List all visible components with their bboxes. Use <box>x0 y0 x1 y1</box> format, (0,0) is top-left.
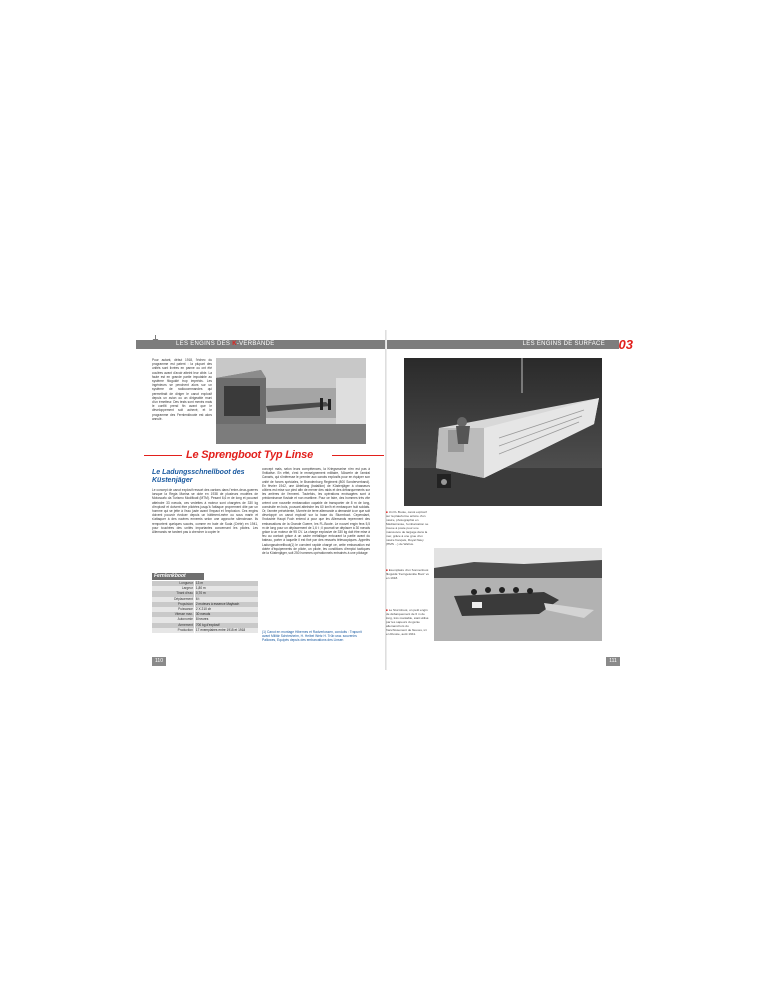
column-1-text: Le concept de canot explosif ressort des cartons dans l'entre-deux-guerres lorsque la Regia Marina se dote en 1938 de plusieurs modèles de Motoscafo da Turismo Modificati (MTM). Pesant 6,6 m de long et pouvant atteindre 33 nœuds, ces vedettes à moteur sont chargées de 330 kg d'explosif et doivent être pilotées jusqu'à l'attaque proprement dite par un homme qui se jette à l'eau juste avant l'impact et l'explosion. Ces engins doivent pouvoir évoluer depuis un bâtiment-mère ou sous marin et s'attaquer à des navires ennemis selon une approche silencieuse. Ils remportent quelques succès, comme en baie de Suda (Crète) en 1941, pour touchées des unités importantes concernant les pilotes. Les Allemands ne tardent pas à chercher à copier le <box>152 488 258 535</box>
footnote-caption: (1) Canot en montage Hibernes et Radverlossen, conduits : Trapunit avant Militär Schriesheim, H. Heibel Wetz H. Trüb usw. souvenirs Pallowes, Equipés depuis des embarcations des Linsen <box>262 630 362 643</box>
photo-caption-2: ■ Exemplaire d'un Sonnenboot filoguidé 'Ferngelenkte Boot' vu en 1918. <box>386 568 429 580</box>
page-number-left: 110 <box>152 657 166 666</box>
spec-value: 700 kg d'explosif <box>194 623 258 628</box>
photo-caption-3: ■ Le Sturmboot, un petit engin de débarquement de 6 m de long, très maniable, était utilisé par les sapeurs du génie allemand lors du franchissement de fleuves, ici en Russie, août 1941. <box>386 608 429 636</box>
spec-value: 2 X 210 ch <box>194 607 258 612</box>
spec-key: Propulsion <box>177 601 193 606</box>
spec-key: Puissance <box>178 607 193 612</box>
spec-key: Déplacement <box>174 596 193 601</box>
spec-key: Armement <box>178 622 193 627</box>
assault-boat-photo <box>434 548 602 641</box>
page-number-right: 111 <box>606 657 620 666</box>
intro-paragraph: Pour autant, début 1918, l'échec du programme est patent : la plupart des unités sont livrées en panne ou ont été coulées avant d'avoir atteint leur cible. La faute est en grande partie imputable au système filoguidé trop imprécis. Les ingénieurs se penchent alors sur un système de radiocommandes qui permettrait de diriger le canot explosif depuis un avion ou un dirigeable muni d'un émetteur. Des tests sont menés mais le conflit prend fin avant que le développement soit achevé, et le programme des Fernlenkboote est alors annulé. <box>152 358 212 421</box>
article-title-banner <box>144 448 384 462</box>
spec-value: 13 m <box>194 581 258 586</box>
running-header-right <box>387 340 619 349</box>
spec-value: 6 t <box>194 597 258 602</box>
running-header <box>136 340 385 349</box>
spec-table <box>152 581 258 633</box>
chapter-number: 03 <box>618 337 633 352</box>
spec-row <box>152 628 258 633</box>
spec-value: 0,70 m <box>194 591 258 596</box>
article-title: Le Sprengboot Typ Linse <box>186 449 313 461</box>
photo-caption-1: ■ Un FL Boote, canot explosif sur la plateforme arrière d'un navire, photographié en Méditerranée, l'embarcation se trouve à poste pour une manœuvre de largage dans la mer, grâce à une grue d'un navire français, Royal Navy (HMS ...) de Walrus. <box>386 510 429 546</box>
header-title: LES ENGINS DES K-VERBÄNDE <box>176 341 275 347</box>
spec-key: Tirant d'eau <box>176 591 193 596</box>
spec-key: Longueur <box>179 581 193 585</box>
spec-key: Largeur <box>181 586 193 591</box>
spec-table-title: Fernlenkboot <box>152 573 204 580</box>
column-2-text: concept mais, selon leurs compétences, la Kriegsmarine n'en est pas à l'initiative. En effet, c'est le renseignement militaire, l'Abwehr de l'amiral Canaris, qui s'intéresse le premier aux canots explosifs pour en équiper son unité de forces spéciales, le Brandenburg Regiment (800 Sonderverband). En février 1942, une Abteilung (bataillon) de Küstenjäger à chasseurs côtiers est mise sur pied afin de mener des raids et des débarquements sur les arrières de l'ennemi. Toutefois, les opérations envisagées sont à prédominance fluviale et non maritime. Pour ce faire, des hommes très vite créent une nouvelle embarcation capable de transporter de 8 m de long, construite en bois, pouvant atteindre les 60 km/h et embarquer huit soldats. Or, l'année précédente, l'Armée de terre allemande a demandé à ce que soit développé un canot explosif sur la base du Sturmboot. Cependant, l'industrie Haupt Foch entend à pour que les Allemands reprennent des embarcations de la Grande Guerre, les FL-Boote. Le nouvel engin fera 5,5 m de long pour un déplacement de 1,6 t ; il pourrait se déplacer à 30 nœuds grâce à un moteur de 95 CV. La charge explosive de 330 kg doit être mise à feu au contact grâce à un cadre métallique entourant la partie avant du bateau, porter à laquelle il est fixé par des ressorts télescopiques. Appelés Ladungsschnellboot(1) le convient rapide chargé ce, cette embarcation est dotée d'équipements de pilote, un pilote, les conditions d'emploi tactiques de la Küstenjäger, soit 250 hommes opérationnels entrainés à une pilotage <box>262 467 370 556</box>
section-heading: Le Ladungsschnellboot des Küstenjäger <box>152 469 245 484</box>
spec-value: 17 exemplaires entre 1915 et 1918 <box>194 628 258 633</box>
title-rule-left <box>144 455 182 456</box>
spec-value: 2 moteurs à essence Maybach <box>194 602 258 607</box>
book-spread <box>136 330 636 670</box>
header-title-right: LES ENGINS DE SURFACE <box>522 341 605 347</box>
spec-value: 1,80 m <box>194 586 258 591</box>
right-page <box>387 330 636 670</box>
spec-value: 30 nœuds <box>194 612 258 617</box>
spec-key: Autonomie <box>177 617 193 622</box>
boat-crane-photo <box>404 358 602 506</box>
spec-key: Production <box>177 627 193 632</box>
bunker-boat-photo <box>216 358 366 444</box>
title-rule-right <box>332 455 384 456</box>
left-page <box>136 330 385 670</box>
spec-value: 8 heures <box>194 617 258 622</box>
spec-key: Vitesse max. <box>174 612 193 617</box>
